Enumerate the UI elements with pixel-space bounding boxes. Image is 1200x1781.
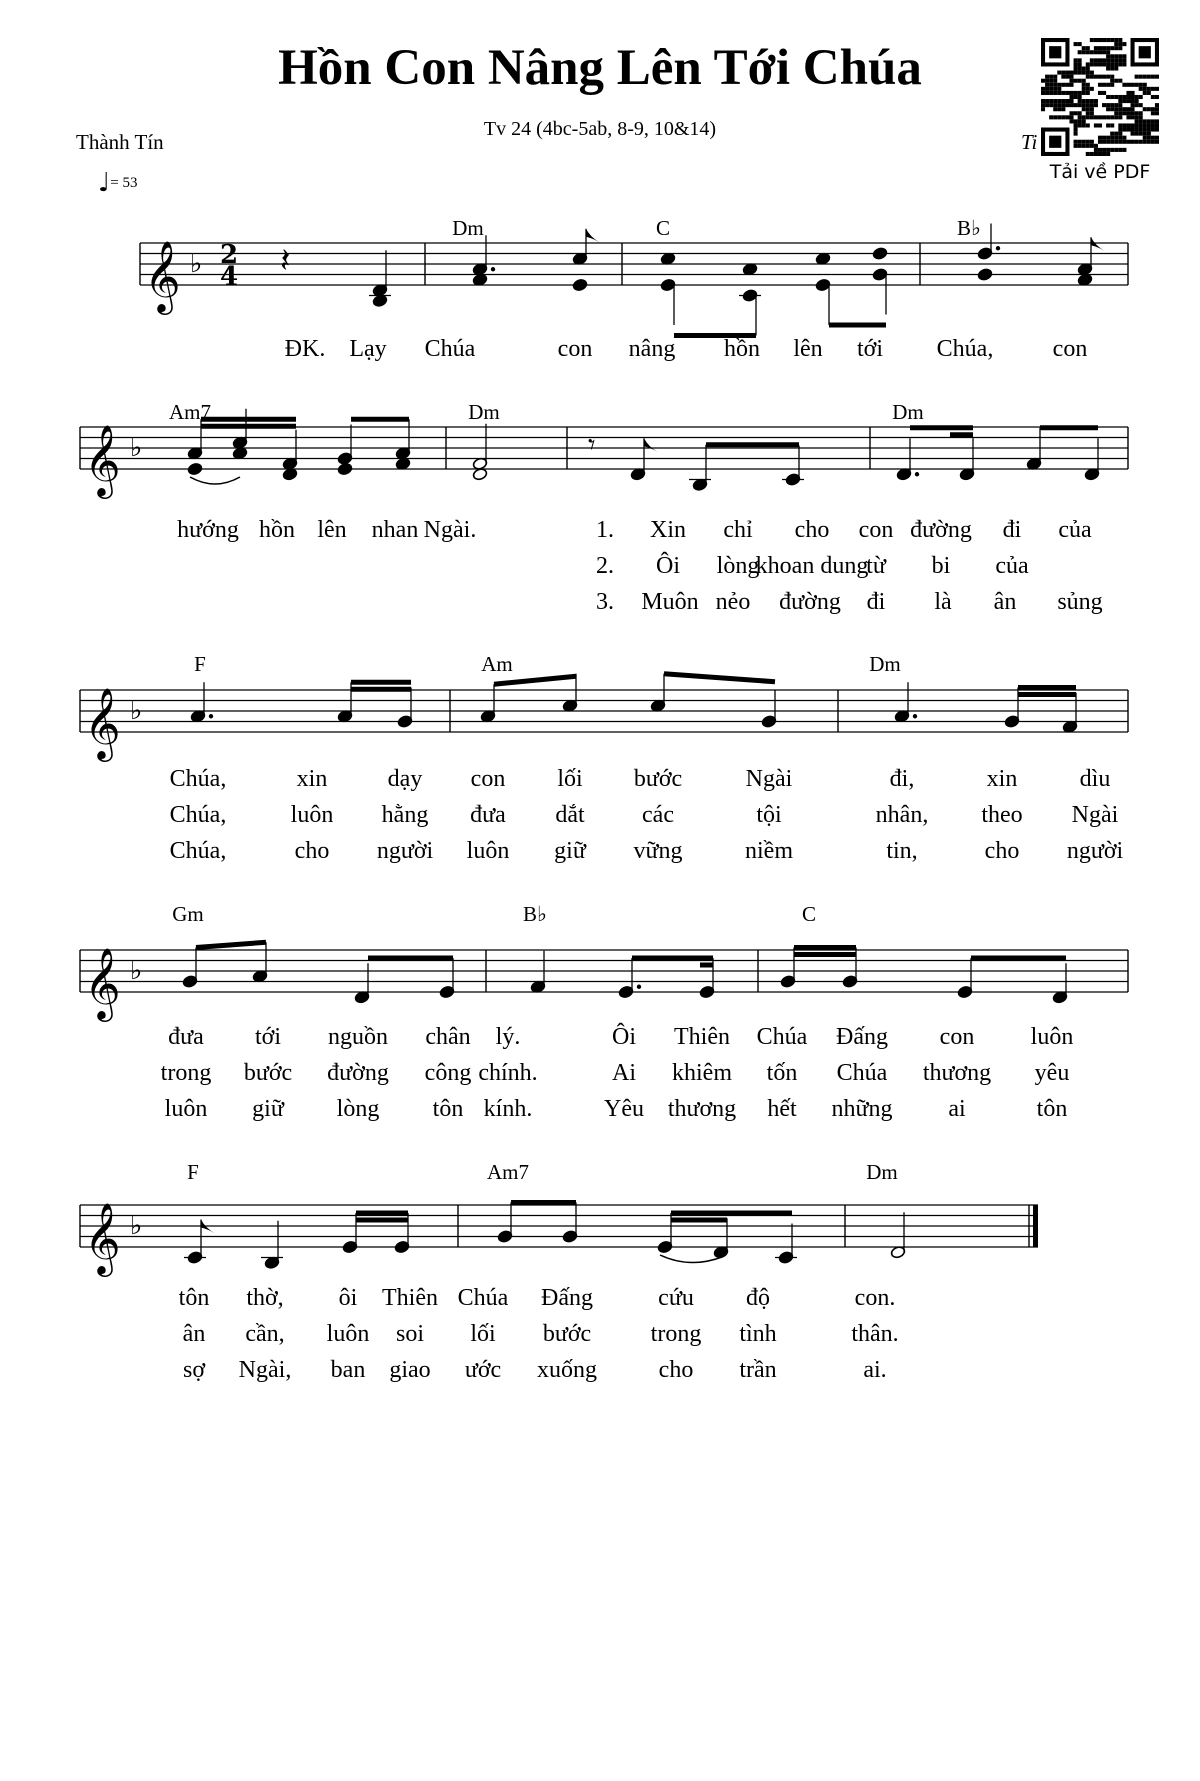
lyric-syllable: Chúa, [169, 766, 227, 792]
chord-symbol: Dm [892, 400, 924, 424]
lyric-syllable: ước [464, 1357, 502, 1383]
lyric-syllable: bước [633, 766, 683, 792]
lyric-syllable: lên [793, 336, 823, 362]
lyric-syllable: kính. [483, 1096, 533, 1122]
notehead [187, 462, 203, 476]
lyric-syllable: tình [739, 1321, 777, 1347]
slur [660, 1255, 722, 1263]
lyric-syllable: luôn [164, 1096, 208, 1122]
beam [664, 674, 775, 682]
lyric-syllable: đường [779, 589, 841, 615]
chord-symbol: B♭ [523, 902, 547, 926]
lyric-syllable: tôn [432, 1096, 464, 1122]
lyric-syllable: những [831, 1096, 893, 1122]
lyric-syllable: lòng [336, 1096, 380, 1122]
lyric-syllable: đưa [168, 1024, 204, 1050]
key-flat-icon: ♭ [130, 1211, 143, 1241]
lyric-syllable: dắt [555, 802, 585, 828]
lyric-syllable: Chúa, [936, 336, 994, 362]
lyric-syllable: Xin [650, 517, 686, 543]
lyric-syllable: chính. [478, 1060, 538, 1086]
lyric-syllable: giữ [554, 838, 586, 864]
chord-symbol: Dm [452, 216, 484, 240]
lyric-syllable: ân [182, 1321, 206, 1347]
lyric-syllable: hằng [381, 802, 429, 828]
lyric-syllable: dạy [387, 766, 423, 792]
lyric-syllable: nẻo [715, 589, 751, 615]
lyric-syllable: luôn [326, 1321, 370, 1347]
notehead [872, 247, 888, 261]
song-title: Hồn Con Nâng Lên Tới Chúa [278, 40, 922, 96]
lyric-syllable: lý. [495, 1024, 521, 1050]
lyric-syllable: người [1066, 838, 1124, 864]
lyric-syllable: cần, [245, 1321, 285, 1347]
lyric-syllable: nhân, [875, 802, 929, 828]
download-pdf-link[interactable]: Tải về PDF [1049, 161, 1151, 183]
treble-clef-icon: 𝄞 [84, 423, 121, 496]
lyric-syllable: 2. [596, 553, 614, 579]
chord-symbol: Am7 [169, 400, 211, 424]
lyric-syllable: thờ, [246, 1285, 284, 1311]
lyric-syllable: cứu [658, 1285, 694, 1311]
final-barline [1033, 1205, 1038, 1247]
chord-symbol: Gm [172, 902, 204, 926]
lyric-syllable: Chúa, [169, 838, 227, 864]
lyric-syllable: 1. [596, 517, 614, 543]
lyric-syllable: xin [986, 766, 1018, 792]
lyric-syllable: luôn [466, 838, 510, 864]
lyric-syllable: luôn [290, 802, 334, 828]
chord-symbol: Dm [869, 652, 901, 676]
augmentation-dot [637, 985, 641, 989]
treble-clef-icon: 𝄞 [84, 686, 121, 759]
lyric-syllable: độ [746, 1285, 770, 1311]
lyric-syllable: cho [794, 517, 830, 543]
lyric-syllable: luôn [1030, 1024, 1074, 1050]
lyric-syllable: tới [254, 1024, 282, 1050]
key-flat-icon: ♭ [130, 433, 143, 463]
composer: Thành Tín [76, 130, 164, 154]
lyric-syllable: ai [948, 1096, 966, 1122]
lyric-syllable: trần [739, 1357, 777, 1383]
lyric-syllable: tới [856, 336, 884, 362]
lyric-syllable: của [1058, 517, 1092, 543]
lyric-syllable: dìu [1079, 766, 1111, 792]
lyric-syllable: Đấng [541, 1285, 593, 1311]
key-flat-icon: ♭ [130, 696, 143, 726]
chord-symbol: C [655, 216, 671, 240]
lyric-syllable: xin [296, 766, 328, 792]
lyric-syllable: sợ [182, 1357, 206, 1383]
lyric-syllable: ĐK. [284, 336, 326, 362]
augmentation-dot [209, 714, 213, 718]
lyric-syllable: ôi [338, 1285, 358, 1311]
lyric-syllable: tốn [766, 1060, 798, 1086]
lyric-syllable: Chúa [424, 336, 476, 362]
time-signature-bottom: 4 [220, 262, 239, 292]
lyric-syllable: hồn [259, 517, 295, 543]
lyric-syllable: trong [160, 1060, 212, 1086]
lyric-syllable: sủng [1057, 589, 1103, 615]
lyric-syllable: lối [470, 1321, 496, 1347]
lyric-syllable: tôn [178, 1285, 210, 1311]
lyric-syllable: Ngài [745, 766, 793, 792]
lyric-syllable: khoan dung [755, 553, 869, 579]
lyric-syllable: thân. [851, 1321, 899, 1347]
psalm-reference: Tv 24 (4bc-5ab, 8-9, 10&14) [483, 118, 717, 140]
lyric-syllable: Chúa [457, 1285, 509, 1311]
lyric-syllable: Chúa, [169, 802, 227, 828]
lyric-syllable: các [642, 802, 674, 828]
lyric-syllable: thương [667, 1096, 737, 1122]
lyric-syllable: tội [756, 802, 782, 828]
lyric-syllable: cho [984, 838, 1020, 864]
key-flat-icon: ♭ [190, 249, 203, 279]
lyric-syllable: thương [922, 1060, 992, 1086]
lyric-syllable: Thiên [674, 1024, 730, 1050]
chord-symbol: F [194, 652, 206, 676]
chord-symbol: F [187, 1160, 199, 1184]
lyric-syllable: bước [243, 1060, 293, 1086]
lyric-syllable: khiêm [672, 1060, 732, 1086]
key-flat-icon: ♭ [130, 956, 143, 986]
lyric-syllable: đường [327, 1060, 389, 1086]
flag [644, 438, 658, 452]
lyric-syllable: lòng [716, 553, 760, 579]
lyric-syllable: Ôi [656, 553, 680, 579]
lyric-syllable: Lạy [349, 336, 387, 362]
notehead [337, 462, 353, 476]
lyric-syllable: Ôi [612, 1024, 636, 1050]
lyric-syllable: nhan [371, 517, 419, 543]
lyric-syllable: Đấng [836, 1024, 888, 1050]
augmentation-dot [915, 472, 919, 476]
quarter-rest-icon: 𝄽 [280, 241, 291, 281]
beam [196, 942, 266, 947]
lyric-syllable: ai. [863, 1357, 887, 1383]
lyric-syllable: niềm [745, 838, 793, 864]
lyric-syllable: giữ [252, 1096, 284, 1122]
notehead [572, 278, 588, 292]
lyric-syllable: đi [866, 589, 886, 615]
slur [190, 477, 240, 484]
lyric-syllable: Ai [612, 1060, 636, 1086]
chord-symbol: B♭ [957, 216, 981, 240]
quarter-note-icon: ♩ [98, 168, 111, 198]
chord-symbol: C [801, 902, 817, 926]
lyric-syllable: Chúa [756, 1024, 808, 1050]
lyric-syllable: đi [1002, 517, 1022, 543]
augmentation-dot [996, 246, 1000, 250]
chord-symbol: Dm [468, 400, 500, 424]
lyric-syllable: theo [981, 802, 1023, 828]
beam [494, 676, 576, 684]
lyric-syllable: người [376, 838, 434, 864]
lyric-syllable: Muôn [641, 589, 699, 615]
lyric-syllable: Thiên [382, 1285, 438, 1311]
lyric-syllable: hướng [177, 517, 239, 543]
lyric-syllable: 3. [596, 589, 614, 615]
lyric-syllable: đưa [470, 802, 506, 828]
chord-symbol: Am7 [487, 1160, 529, 1184]
lyric-syllable: nguồn [328, 1024, 388, 1050]
notehead [977, 268, 993, 282]
lyric-syllable: là [934, 589, 952, 615]
lyric-syllable: cho [294, 838, 330, 864]
partial-text: Ti [1021, 130, 1038, 154]
lyric-syllable: lối [557, 766, 583, 792]
lyric-syllable: vững [633, 838, 683, 864]
augmentation-dot [913, 714, 917, 718]
lyric-syllable: lên [317, 517, 347, 543]
lyric-syllable: nâng [628, 336, 676, 362]
lyric-syllable: yêu [1034, 1060, 1070, 1086]
lyric-syllable: trong [650, 1321, 702, 1347]
lyric-syllable: cho [658, 1357, 694, 1383]
lyric-syllable: của [995, 553, 1029, 579]
eighth-rest-icon: 𝄾 [588, 428, 596, 461]
lyric-syllable: hết [767, 1096, 797, 1122]
lyric-syllable: giao [389, 1357, 431, 1383]
flag [586, 229, 600, 243]
lyric-syllable: con [858, 517, 894, 543]
lyric-syllable: từ [866, 553, 886, 579]
tempo-value: = 53 [110, 175, 138, 191]
lyric-syllable: soi [395, 1321, 425, 1347]
lyric-syllable: con [1052, 336, 1088, 362]
lyric-syllable: xuống [537, 1357, 597, 1383]
lyric-syllable: hồn [724, 336, 760, 362]
lyric-syllable: ban [330, 1357, 366, 1383]
treble-clef-icon: 𝄞 [144, 239, 181, 312]
lyric-syllable: Ngài [1071, 802, 1119, 828]
lyric-syllable: ân [993, 589, 1017, 615]
chord-symbol: Am [481, 652, 513, 676]
lyric-syllable: chỉ [723, 517, 753, 543]
augmentation-dot [491, 267, 495, 271]
flag [1091, 237, 1105, 251]
lyric-syllable: Ngài. [423, 517, 477, 543]
lyric-syllable: con [939, 1024, 975, 1050]
time-signature-top: 2 [220, 240, 239, 270]
lyric-syllable: Ngài, [238, 1357, 292, 1383]
treble-clef-icon: 𝄞 [84, 1201, 121, 1274]
lyric-syllable: đường [910, 517, 972, 543]
lyric-syllable: chân [425, 1024, 471, 1050]
chord-symbol: Dm [866, 1160, 898, 1184]
lyric-syllable: con. [854, 1285, 896, 1311]
lyric-syllable: tin, [886, 838, 918, 864]
lyric-syllable: con [557, 336, 593, 362]
lyric-syllable: tôn [1036, 1096, 1068, 1122]
lyric-syllable: Yêu [604, 1096, 644, 1122]
lyric-syllable: đi, [889, 766, 915, 792]
lyric-syllable: con [470, 766, 506, 792]
lyric-syllable: công [424, 1060, 472, 1086]
treble-clef-icon: 𝄞 [84, 946, 121, 1019]
lyric-syllable: Chúa [836, 1060, 888, 1086]
lyric-syllable: bi [931, 553, 951, 579]
lyric-syllable: bước [542, 1321, 592, 1347]
